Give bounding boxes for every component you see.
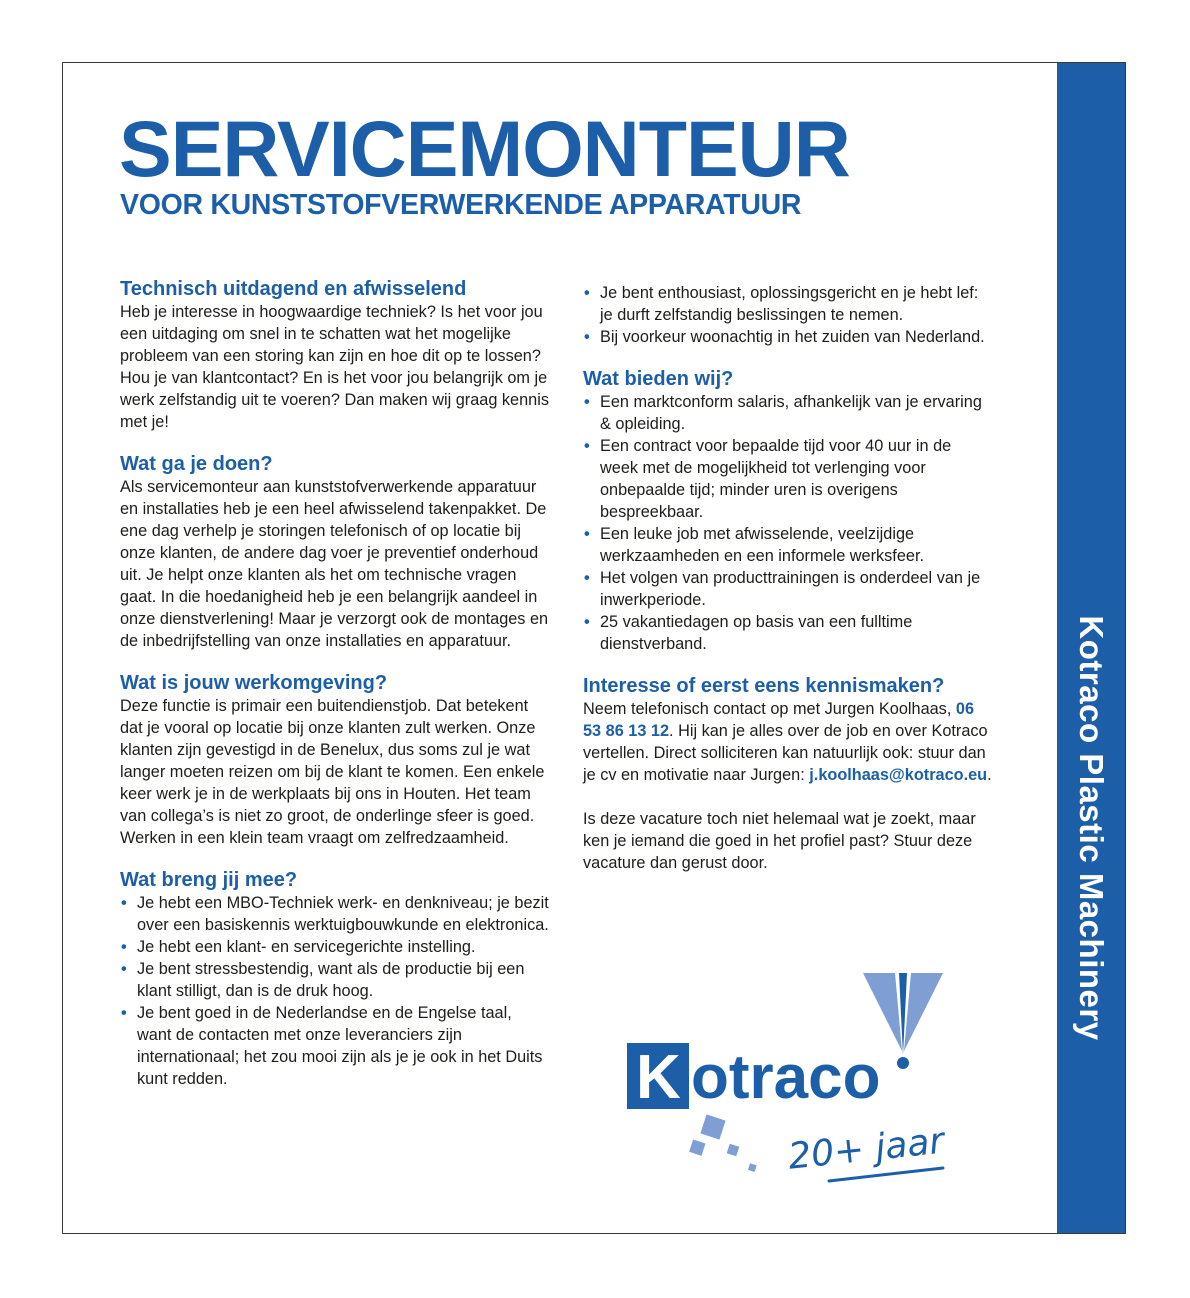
logo-left-triangle [863,973,902,1051]
email-link[interactable]: j.koolhaas@kotraco.eu [809,766,988,784]
section-text: Deze functie is primair een buitendienstjob. Dat betekent dat je vooral op locatie bij onze klanten zult werken. Onze klanten zijn gevestigd in de Benelux, dus soms zul je wat langer moeten reizen om bij de klant te komen. Een enkele keer werk je in de werkplaats bij ons in Houten. Het team van collega’s is niet zo groot, de onderlinge sfeer is goed. Werken in een klein team vraagt om zelfredzaamheid. [120,697,545,847]
section-contact [583,674,993,874]
section-heading: Wat ga je doen? [120,453,273,475]
list-item: • Een contract voor bepaalde tijd voor 40 uur in de week met de mogelijkheid tot verlenging voor onbepaalde tijd; minder uren is overigens bespreekbaar. [583,435,993,523]
logo-right-triangle [904,973,943,1051]
section-offer [583,367,993,655]
section-environment [120,671,550,849]
offer-list [583,391,993,655]
closing-text: Is deze vacature toch niet helemaal wat je zoekt, maar ken je iemand die goed in het profiel past? Stuur deze vacature dan gerust door. [583,810,976,872]
requirements-list-continued [583,282,993,348]
list-item: • Je hebt een MBO-Techniek werk- en denkniveau; je bezit over een basiskennis werktuigbouwkunde en elektronica. [120,892,550,936]
list-item: • Je bent enthousiast, oplossingsgericht en je hebt lef: je durft zelfstandig beslissingen te nemen. [583,282,993,326]
phone-number[interactable]: 06 53 86 13 12 [583,700,975,740]
list-item: • Je bent stressbestendig, want als de productie bij een klant stilligt, dan is de druk hoog. [120,958,550,1002]
list-item: • 25 vakantiedagen op basis van een fulltime dienstverband. [583,611,993,655]
kotraco-logo [623,969,963,1189]
list-item: • Een marktconform salaris, afhankelijk van je ervaring & opleiding. [583,391,993,435]
right-column [583,282,993,893]
email-suffix: . [987,766,992,784]
section-heading: Interesse of eerst eens kennismaken? [583,675,945,697]
sidebar-band [1057,63,1125,1233]
section-text: Heb je interesse in hoogwaardige techniek? Is het voor jou een uitdaging om snel in te schatten wat het mogelijke probleem van een storing kan zijn en hoe dit op te lossen? Hou je van klantcontact? En is het voor jou belangrijk om je werk zelfstandig uit te voeren? Dan maken wij graag kennis met je! [120,303,549,431]
section-requirements [120,868,550,1090]
contact-text [583,698,993,786]
section-heading: Wat is jouw werkomgeving? [120,672,388,694]
logo-wordmark: otraco [691,1043,881,1112]
list-item: • Je hebt een klant- en servicegerichte instelling. [120,936,550,958]
section-heading: Wat breng jij mee? [120,869,298,891]
left-column [120,277,550,1109]
logo-square-tiny [748,1163,757,1172]
logo-square-small [727,1144,740,1157]
section-heading: Wat bieden wij? [583,368,734,390]
logo-square-medium [689,1139,705,1155]
logo-dot [897,1057,909,1069]
page-subtitle: VOOR KUNSTSTOFVERWERKENDE APPARATUUR [120,189,802,221]
contact-body: . Hij kan je alles over de job en over Kotraco vertellen. Direct solliciteren kan natuurlijk ook: stuur dan je cv en motivatie naar Jurgen: [583,722,988,784]
page-title: SERVICEMONTEUR [119,104,850,193]
list-item: • Een leuke job met afwisselende, veelzijdige werkzaamheden en een informele werksfeer. [583,523,993,567]
list-item: • Bij voorkeur woonachtig in het zuiden van Nederland. [583,326,993,348]
advertisement-frame [62,62,1126,1234]
list-item: • Je bent goed in de Nederlandse en de Engelse taal, want de contacten met onze leveranciers zijn internationaal; het zou mooi zijn als je je ook in het Duits kunt redden. [120,1002,550,1090]
contact-intro: Neem telefonisch contact op met Jurgen Koolhaas, [583,700,952,718]
list-item: • Het volgen van producttrainingen is onderdeel van je inwerkperiode. [583,567,993,611]
logo-tagline: 20+ jaar [786,1120,947,1178]
section-text: Als servicemonteur aan kunststofverwerkende apparatuur en installaties heb je een heel afwisselend takenpakket. De ene dag verhelp je storingen telefonisch of op locatie bij onze klanten, de andere dag voer je preventief onderhoud uit. Je helpt onze klanten als het om technische vragen gaat. In die hoedanigheid heb je een belangrijk aandeel in onze dienstverlening! Maar je verzorgt ook de montages en de inbedrijfstelling van onze installaties en apparatuur. [120,478,549,650]
section-intro [120,277,550,433]
section-heading: Technisch uitdagend en afwisselend [120,278,467,300]
section-tasks [120,452,550,652]
sidebar-company-name: Kotraco Plastic Machinery [1073,615,1110,1041]
requirements-list [120,892,550,1090]
section-requirements-continued [583,282,993,348]
logo-letter-k: K [636,1043,681,1112]
logo-square-large [700,1114,725,1139]
